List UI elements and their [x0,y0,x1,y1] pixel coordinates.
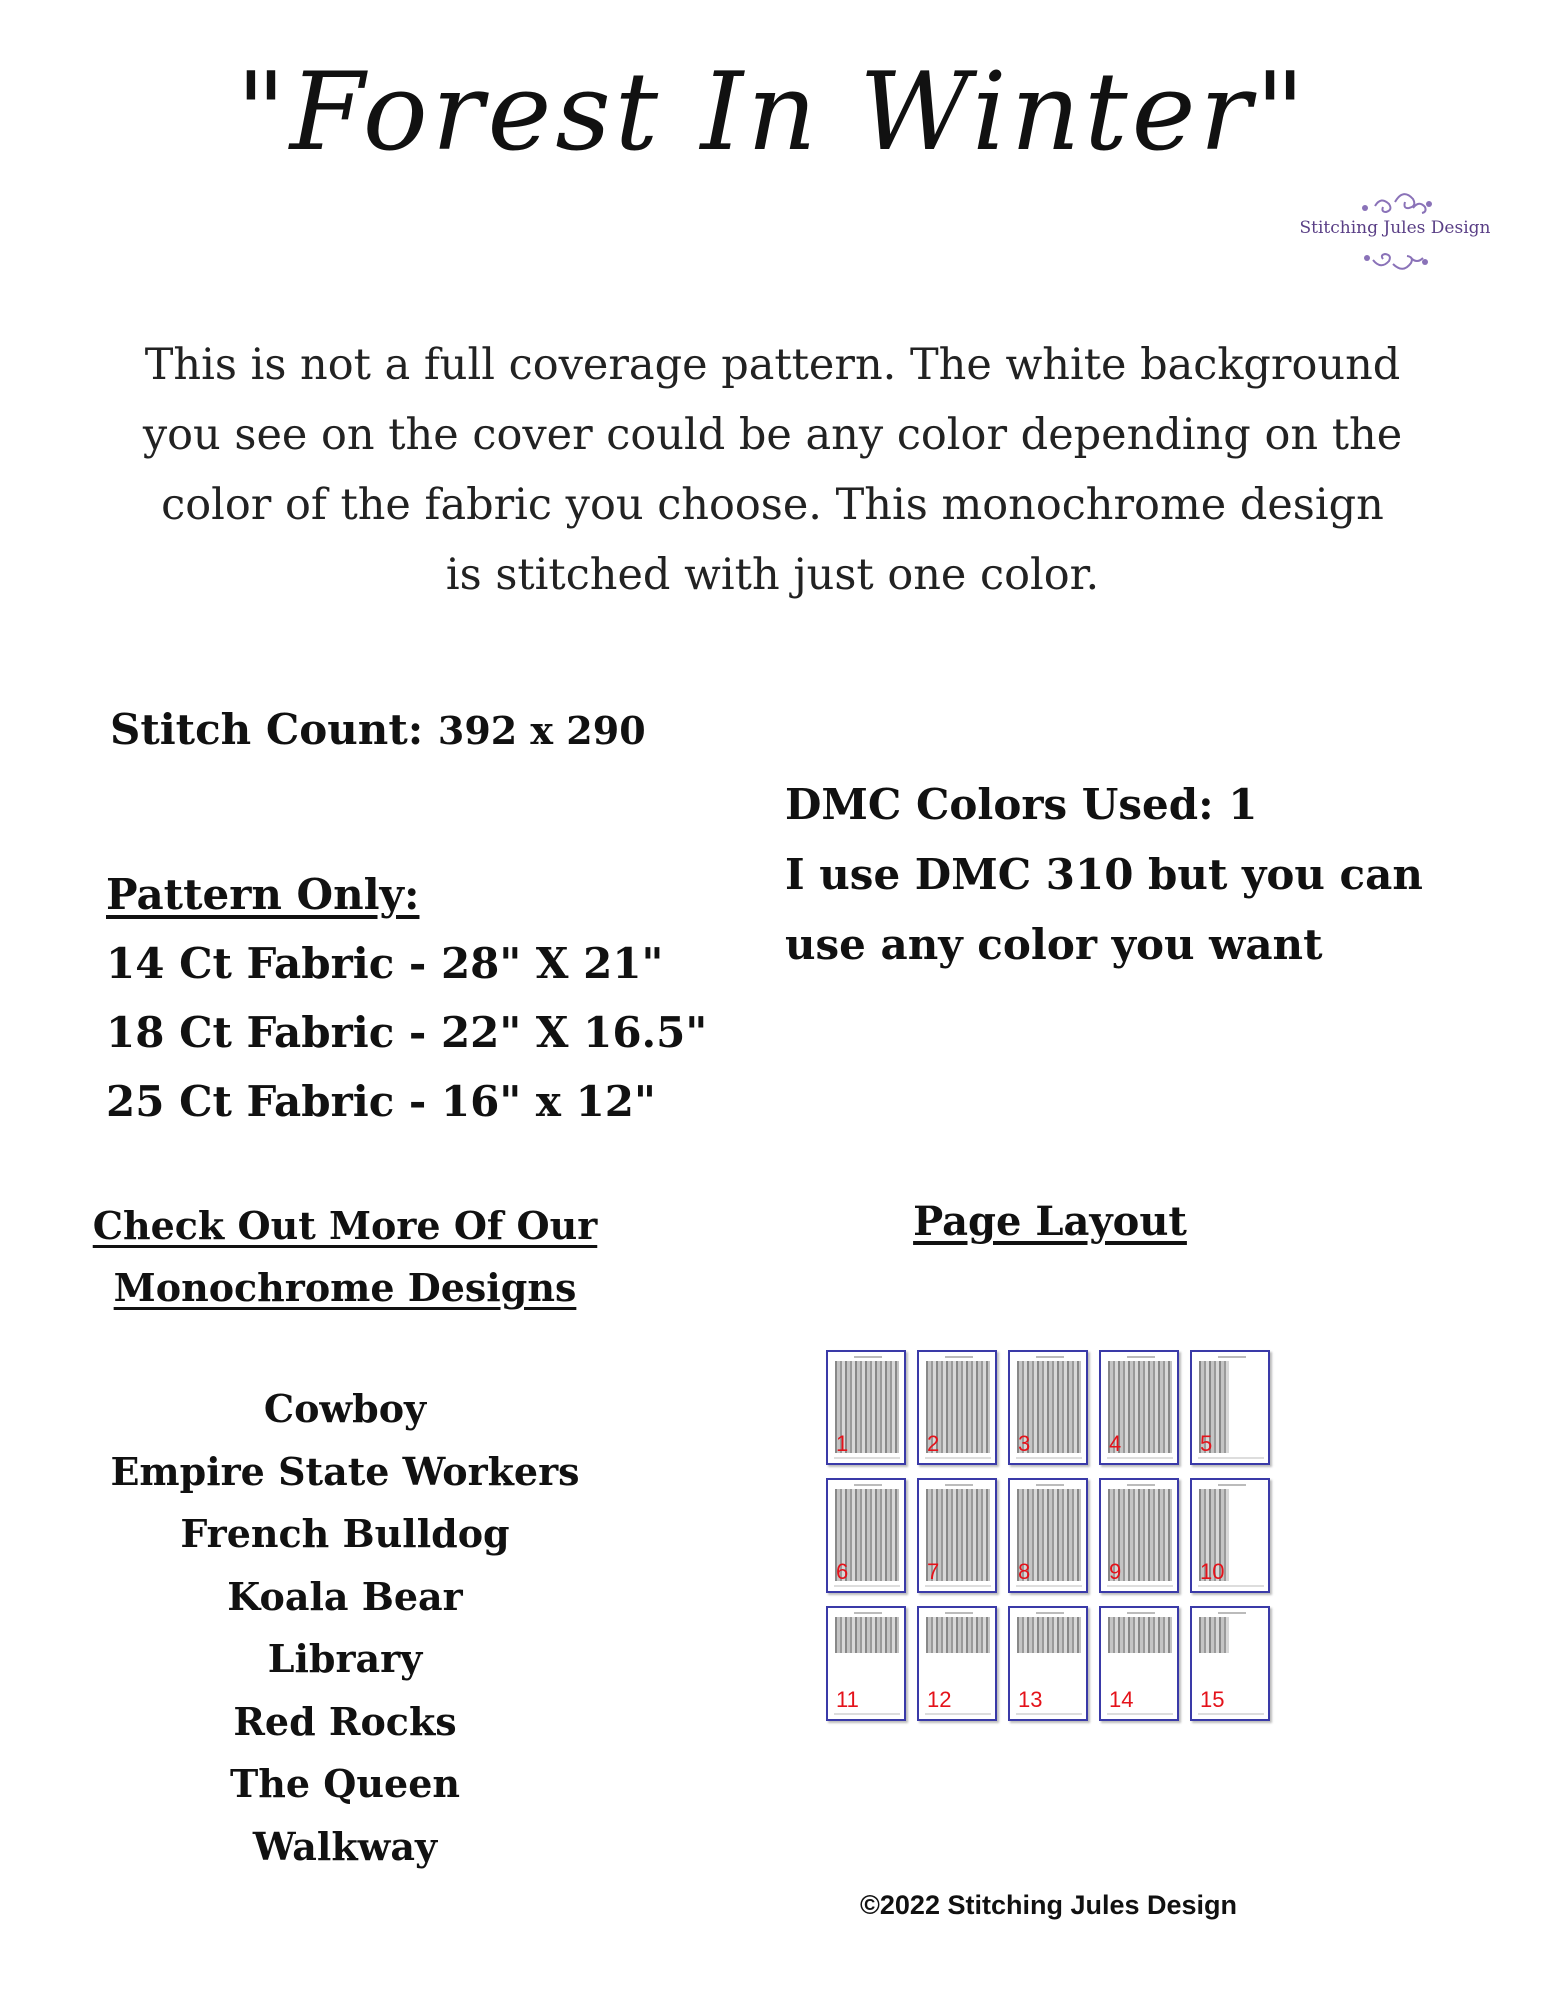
stitch-count-value: 392 x 290 [437,708,646,753]
page-thumbnail [826,1606,906,1721]
stitch-count [110,705,646,754]
fabric-size: 18 Ct Fabric - 22" X 16.5" [106,1008,708,1057]
intro-paragraph [140,330,1405,610]
pattern-sizes [106,860,707,1136]
design-list [90,1378,600,1878]
dmc-colors [785,770,1423,980]
page-number: 4 [1109,1431,1122,1456]
design-item: Library [267,1636,423,1681]
page-thumbnail [1190,1606,1270,1721]
logo-text: Stitching Jules Design [1299,218,1491,238]
page-thumbnail [826,1350,906,1465]
design-item: Red Rocks [233,1698,457,1744]
page-number: 14 [1109,1687,1134,1712]
page-layout-grid [826,1350,1278,1730]
copyright: ©2022 Stitching Jules Design [860,1890,1238,1920]
page-number: 12 [927,1687,952,1712]
page-thumbnail [1008,1350,1088,1465]
more-designs-heading-line: Monochrome Designs [113,1265,577,1310]
page-number: 11 [836,1687,859,1712]
fabric-size: 14 Ct Fabric - 28" X 21" [106,939,664,988]
intro-line: color of the fabric you choose. This monochrome design [161,480,1384,530]
page-thumbnail [1008,1478,1088,1593]
intro-line: you see on the cover could be any color depending on the [142,410,1403,460]
page-number: 3 [1018,1431,1031,1456]
brand-logo [1295,178,1495,288]
page-thumbnail [1099,1478,1179,1593]
fabric-size: 25 Ct Fabric - 16" x 12" [106,1077,656,1126]
page-number: 15 [1200,1687,1225,1712]
page-thumbnail [1099,1350,1179,1465]
page-number: 1 [836,1431,849,1456]
page-thumbnail [1008,1606,1088,1721]
page-title: "Forest In Winter" [236,50,1309,175]
page-number: 13 [1018,1687,1043,1712]
dmc-line: I use DMC 310 but you can [785,850,1423,899]
page-number: 7 [927,1559,940,1584]
dmc-line: DMC Colors Used: 1 [785,780,1258,829]
page-thumbnail [826,1478,906,1593]
page-thumbnail [917,1350,997,1465]
stitch-count-label: Stitch Count: [110,705,424,754]
page-number: 9 [1109,1559,1122,1584]
intro-line: This is not a full coverage pattern. The white background [144,340,1401,390]
design-item: Koala Bear [227,1573,463,1619]
page-thumbnail [917,1478,997,1593]
page-thumbnail [917,1606,997,1721]
more-designs-heading-line: Check Out More Of Our [92,1203,598,1248]
page-number: 6 [836,1559,849,1584]
page-layout-heading: Page Layout [913,1198,1187,1245]
more-designs-heading [90,1195,600,1319]
design-item: Cowboy [263,1386,427,1431]
design-item: Walkway [252,1823,438,1869]
page-thumbnail [1190,1350,1270,1465]
intro-line: is stitched with just one color. [445,550,1100,600]
page-number: 10 [1200,1559,1225,1584]
design-item: Empire State Workers [110,1448,580,1494]
design-item: French Bulldog [180,1511,510,1556]
page-thumbnail [1099,1606,1179,1721]
page-number: 8 [1018,1559,1031,1584]
page-thumbnail [1190,1478,1270,1593]
pattern-heading: Pattern Only: [106,870,420,919]
page-number: 5 [1200,1431,1213,1456]
page-number: 2 [927,1431,940,1456]
dmc-line: use any color you want [785,920,1323,969]
design-item: The Queen [229,1761,461,1806]
